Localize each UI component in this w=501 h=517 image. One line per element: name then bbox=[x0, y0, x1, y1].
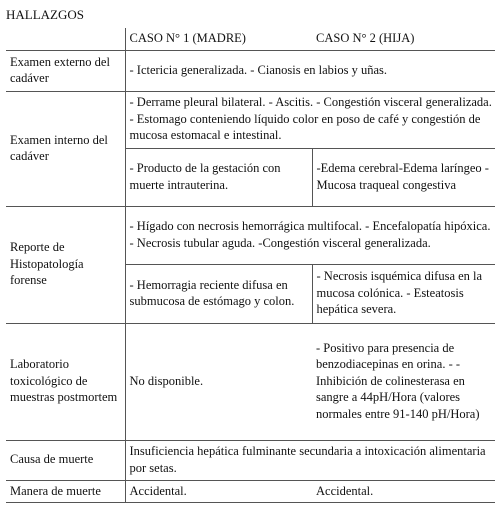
row-cell-shared: - Derrame pleural bilateral. - Ascitis. - Congestión visceral generalizada. - Estomago conteniendo líquido color en poso de café y congestión de mucosa estomacal e intestinal. bbox=[125, 91, 495, 148]
table-row-laboratorio bbox=[6, 323, 495, 440]
table-row-causa bbox=[6, 440, 495, 480]
cell-case1: - Producto de la gestación con muerte intrauterina. bbox=[125, 148, 312, 206]
row-label: Causa de muerte bbox=[6, 440, 125, 480]
table-row-manera bbox=[6, 480, 495, 503]
row-label: Examen externo del cadáver bbox=[6, 50, 125, 91]
cell-case2: -Edema cerebral-Edema laríngeo -Mucosa traqueal congestiva bbox=[312, 148, 495, 206]
cell-case1: Accidental. bbox=[125, 480, 312, 503]
header-empty-cell bbox=[6, 28, 125, 50]
header-case2: CASO N° 2 (HIJA) bbox=[312, 28, 495, 50]
cell-case1: - Hemorragia reciente difusa en submucosa de estómago y colon. bbox=[125, 264, 312, 323]
cell-case2: - Positivo para presencia de benzodiacepinas en orina. - -Inhibición de colinesterasa en sangre a 44pH/Hora (valores normales entre 91-140 pH/Hora) bbox=[312, 323, 495, 440]
header-case1: CASO N° 1 (MADRE) bbox=[125, 28, 312, 50]
cell-case2: Accidental. bbox=[312, 480, 495, 503]
row-label: Laboratorio toxicológico de muestras postmortem bbox=[6, 323, 125, 440]
findings-table bbox=[6, 28, 495, 503]
cell-case1: No disponible. bbox=[125, 323, 312, 440]
row-label: Manera de muerte bbox=[6, 480, 125, 503]
cell-case2: - Necrosis isquémica difusa en la mucosa colónica. - Esteatosis hepática severa. bbox=[312, 264, 495, 323]
table-header-row bbox=[6, 28, 495, 50]
row-cell-shared: - Hígado con necrosis hemorrágica multifocal. - Encefalopatía hipóxica. - Necrosis tubular aguda. -Congestión visceral generalizada. bbox=[125, 206, 495, 264]
row-label: Examen interno del cadáver bbox=[6, 91, 125, 206]
table-row-examen-interno bbox=[6, 91, 495, 148]
row-cell: Insuficiencia hepática fulminante secundaria a intoxicación alimentaria por setas. bbox=[125, 440, 495, 480]
page-title: HALLAZGOS bbox=[6, 7, 84, 22]
table-row-histopatologia bbox=[6, 206, 495, 264]
table-row-examen-externo bbox=[6, 50, 495, 91]
row-label: Reporte de Histopatología forense bbox=[6, 206, 125, 323]
row-cell: - Ictericia generalizada. - Cianosis en labios y uñas. bbox=[129, 62, 388, 77]
